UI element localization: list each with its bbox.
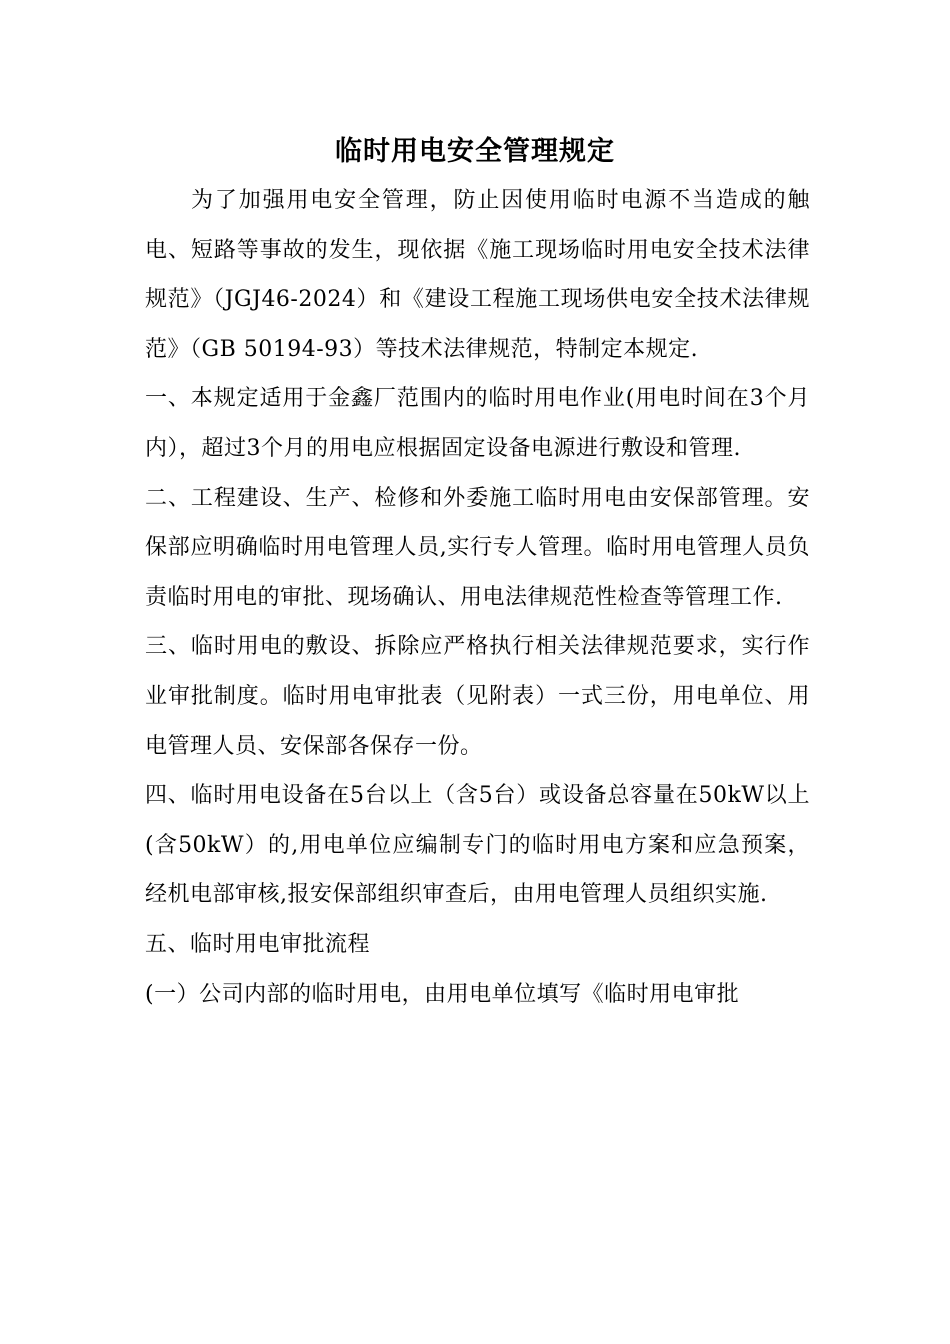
clause-2-paragraph: 二、工程建设、生产、检修和外委施工临时用电由安保部管理。安保部应明确临时用电管理人员,实行专人管理。临时用电管理人员负责临时用电的审批、现场确认、用电法律规范性检查等管理工作.: [145, 485, 810, 610]
clause-3-paragraph: 三、临时用电的敷设、拆除应严格执行相关法律规范要求，实行作业审批制度。临时用电审批表（见附表）一式三份，用电单位、用电管理人员、安保部各保存一份。: [145, 634, 810, 759]
document-body: [145, 176, 810, 1019]
document-title: 临时用电安全管理规定: [335, 136, 615, 167]
clause-4-paragraph: 四、临时用电设备在5台以上（含5台）或设备总容量在50kW以上(含50kW）的,用电单位应编制专门的临时用电方案和应急预案，经机电部审核,报安保部组织审查后，由用电管理人员组织实施.: [145, 783, 810, 908]
intro-paragraph: 为了加强用电安全管理，防止因使用临时电源不当造成的触电、短路等事故的发生，现依据《施工现场临时用电安全技术法律规范》（JGJ46-2024）和《建设工程施工现场供电安全技术法律规范》（GB 50194-93）等技术法律规范，特制定本规定.: [145, 188, 810, 362]
clause-1-paragraph: 一、本规定适用于金鑫厂范围内的临时用电作业(用电时间在3个月内），超过3个月的用电应根据固定设备电源进行敷设和管理.: [145, 386, 810, 461]
clause-5-heading: 五、临时用电审批流程: [145, 931, 371, 957]
clause-5-1-paragraph: (一）公司内部的临时用电，由用电单位填写《临时用电审批: [145, 981, 740, 1007]
